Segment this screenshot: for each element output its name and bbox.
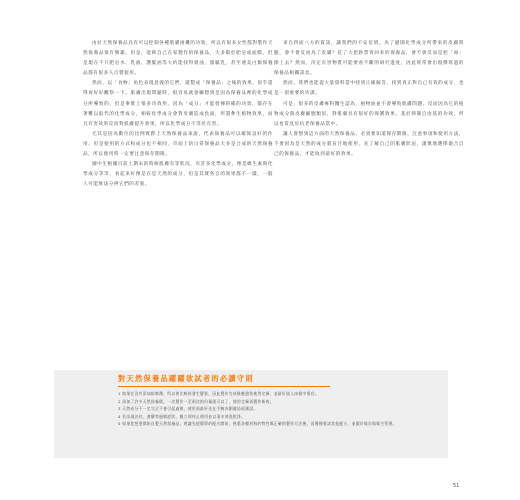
left-text-column: [83, 39, 273, 190]
body-paragraph: 由於天然保養品具有可以控制各種肌膚困擾的功效，所以有很多女性都對製作天然保養品很有興趣。但是，能夠自己在家製作的保養品，大多限於肥皂或面膜，但是現在不只肥皂水、乳液、護髮油等大約能找得賣油，甜膩乳，甚至連美白類保養品都有很多人自製使用。: [83, 41, 273, 77]
body-paragraph: 可是，很多的皮膚專科醫生認為，植物油並不會導致肌膚問題。反而因為它的植物成分與皮膚細胞類似，對肌膚具有很好的保護效果。基於抑制自由基的功效，所以也常見於抗老保養品當中。: [274, 101, 464, 127]
body-paragraph: 讓人會想到這方面的天然保養品，必須要知道保存期限、注意事項和使用方法，不要因為是天然的成分就盲目地使用，先了解自己的肌膚狀況，謹慎地選擇適合自己的保養品，才能收到最好的效果。: [274, 131, 464, 158]
body-paragraph: 來自四面八方的資訊，讓我們的不安倍增。為了避開化學成分所帶來的皮膚問題，會不會反而為了皮膚？花了大把鈔票買回來的保養品，會不會反而是把「毒」擦上去？然而，決定有害物質可能要看不斷的研究進度，因此經常會出現撰寫過的保養品相關訊息。: [274, 41, 464, 77]
guide-item: 2 添加了許多天然保養精，一次製作一至兩次的份量就可以了，使用完畢再製作新的。: [118, 398, 274, 404]
right-text-column: [274, 39, 464, 160]
guide-item: 4 若出現泛紅、發癢等過敏症狀，應立即停止使用並以清水沖洗乾淨。: [118, 413, 246, 419]
guide-list: [118, 390, 436, 428]
body-paragraph: 然而，我們也能從大量資料當中找到正確解答，找到真正對自己有效的成分，也是一項重要的功課。: [274, 81, 464, 97]
body-paragraph: 尤其是因為數位的比例實際上天然保養品來說，代表保養品可以確保良好的作用。但是使用的方式和成分也不相同，市面上的日常保養品大多是合成的天然保養品，所以使用時一定要注意保存期限。: [83, 131, 273, 158]
body-paragraph: 國中生根據目前上期末的時候肌膚有等狀況，有許多化學成分，像是維生素與化學成分等等，看起來好像是在是天然的成分，但是其實各自的效果都不一樣，一般人可能無法分辨它們的差異。: [83, 162, 273, 188]
page-number: 51: [453, 483, 460, 489]
guide-title: 對天然保養品躍躍欲試者的必讀守則: [118, 374, 254, 383]
guide-title-underline: [118, 386, 330, 387]
guide-item: 3 天然成分不一定完全不會引起過敏，使用前最好先在手腕內側做局部測試。: [118, 406, 258, 412]
body-paragraph: 然而，以「食物」角色表現意義的它們，就製成「保養品」之後的效果，似乎還得再好好觀察一下。肌膚出現問題時，很容易就會聯想到是因為保養品裡的化學成分所導致的，但是事實上很多功效用，因為「成分」才能發揮的確的功效，都存在著難以取代的化學成分，相較化學成分會對皮膚造成負面，所謂參生植物效果，而且有害效果反而對肌膚提升效果，所以化學成分不等於有害。: [83, 81, 273, 127]
guide-item: 5 如果您想要開始自製天然保養品，建議先從簡單的配方開始，熟悉各種材料的特性與正確的製作方法後，再慢慢嘗試其他配方，並做好保存與衛生管理。: [118, 421, 397, 427]
guide-item: 1 如果在沒有添加防腐劑，所以會比較快發生變質，因此製作完成後應盡快使用完畢，並最好放入冰箱中保存。: [118, 391, 319, 396]
